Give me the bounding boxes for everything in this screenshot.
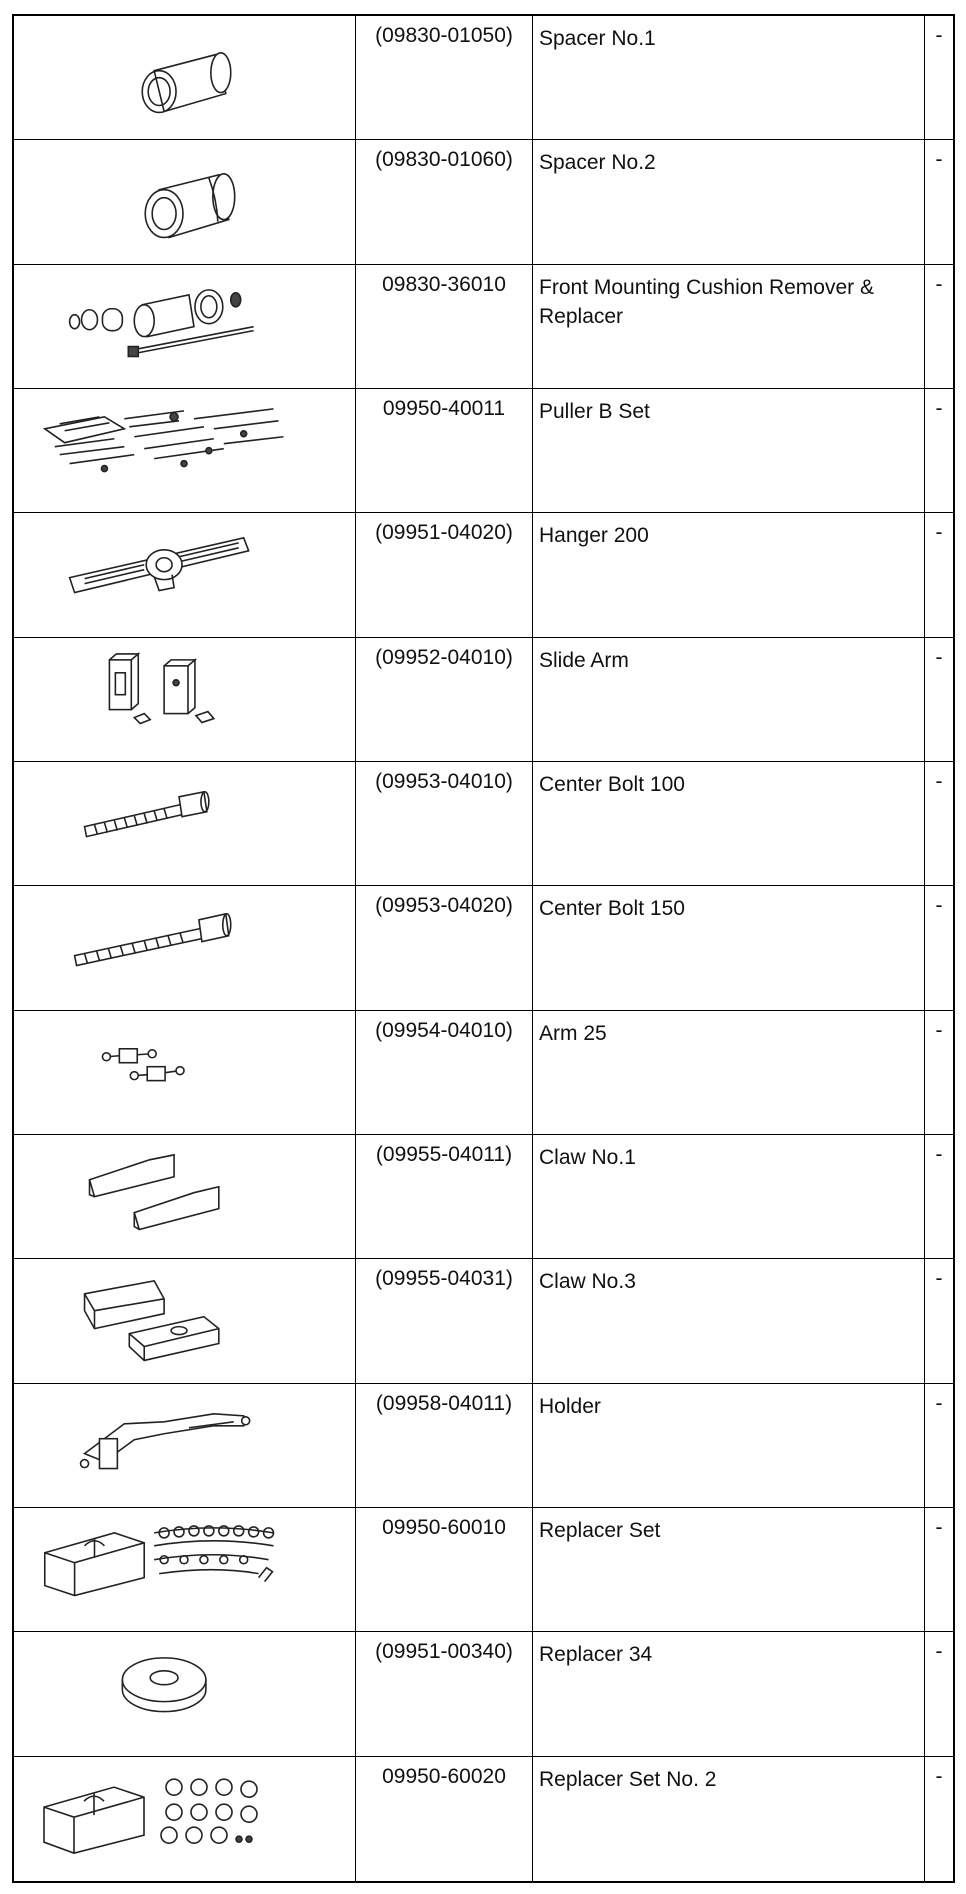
part-number: (09955-04011) [356, 1135, 533, 1258]
part-number: (09951-00340) [356, 1632, 533, 1755]
illustration-cell [14, 389, 356, 512]
illustration-cell [14, 638, 356, 761]
tool-name: Front Mounting Cushion Remover & Replacer [533, 265, 925, 388]
illustration-cell [14, 1259, 356, 1382]
table-row [14, 1011, 953, 1135]
replacer-ring-icon [14, 1632, 356, 1755]
tool-name: Replacer Set [533, 1508, 925, 1631]
slide-arm-icon [14, 638, 356, 761]
part-number: (09955-04031) [356, 1259, 533, 1382]
note-cell: - [935, 894, 943, 918]
table-row [14, 140, 953, 264]
note-cell: - [935, 1516, 943, 1539]
table-row [14, 1384, 953, 1508]
part-number: (09951-04020) [356, 513, 533, 636]
illustration-cell [14, 1757, 356, 1881]
table-row [14, 762, 953, 886]
part-number: (09952-04010) [356, 638, 533, 761]
illustration-cell [14, 1011, 356, 1134]
note-cell: - [935, 1391, 943, 1415]
illustration-cell [14, 886, 356, 1009]
note-cell: - [935, 521, 943, 545]
part-number: (09953-04020) [356, 886, 533, 1009]
tool-name: Slide Arm [533, 638, 925, 761]
center-bolt-long-icon [14, 886, 356, 1009]
note-cell: - [935, 645, 943, 669]
table-row [14, 1757, 953, 1881]
table-row [14, 513, 953, 637]
part-number: 09950-60020 [356, 1757, 533, 1881]
table-row [14, 886, 953, 1010]
claw-icon [14, 1135, 356, 1258]
holder-bracket-icon [14, 1384, 356, 1507]
puller-set-icon [14, 389, 356, 512]
table-row [14, 638, 953, 762]
part-number: 09830-36010 [356, 265, 533, 388]
note-cell: - [935, 1267, 943, 1291]
arm-pin-icon [14, 1011, 356, 1134]
tool-name: Claw No.3 [533, 1259, 925, 1382]
tool-name: Spacer No.1 [533, 16, 925, 139]
illustration-cell [14, 1384, 356, 1507]
table-row [14, 1508, 953, 1632]
table-row [14, 1632, 953, 1756]
tool-name: Replacer 34 [533, 1632, 925, 1755]
table-row [14, 265, 953, 389]
note-cell: - [935, 397, 943, 420]
part-number: (09953-04010) [356, 762, 533, 885]
note-cell: - [935, 770, 943, 793]
tool-name: Center Bolt 100 [533, 762, 925, 885]
illustration-cell [14, 1632, 356, 1755]
illustration-cell [14, 16, 356, 139]
part-number: 09950-40011 [356, 389, 533, 512]
replacer-set-case-2-icon [14, 1757, 356, 1881]
note-cell: - [935, 272, 943, 296]
tool-name: Center Bolt 150 [533, 886, 925, 1009]
table-row [14, 1135, 953, 1259]
note-cell: - [935, 24, 943, 47]
tool-name: Holder [533, 1384, 925, 1507]
tool-name: Arm 25 [533, 1011, 925, 1134]
tool-name: Puller B Set [533, 389, 925, 512]
illustration-cell [14, 762, 356, 885]
note-cell: - [935, 1018, 943, 1042]
special-tool-table [12, 14, 955, 1883]
illustration-cell [14, 1508, 356, 1631]
note-cell: - [935, 1143, 943, 1166]
tool-name: Spacer No.2 [533, 140, 925, 263]
note-cell: - [935, 1640, 943, 1664]
table-row [14, 389, 953, 513]
grooved-spacer-icon [14, 140, 356, 263]
spacer-cylinder-icon [14, 16, 356, 139]
block-claw-icon [14, 1259, 356, 1382]
part-number: (09958-04011) [356, 1384, 533, 1507]
tool-name: Hanger 200 [533, 513, 925, 636]
replacer-set-case-icon [14, 1508, 356, 1631]
illustration-cell [14, 265, 356, 388]
table-row [14, 1259, 953, 1383]
tool-name: Replacer Set No. 2 [533, 1757, 925, 1881]
illustration-cell [14, 140, 356, 263]
cushion-remover-kit-icon [14, 265, 356, 388]
part-number: 09950-60010 [356, 1508, 533, 1631]
part-number: (09830-01060) [356, 140, 533, 263]
note-cell: - [935, 1764, 943, 1788]
tool-name: Claw No.1 [533, 1135, 925, 1258]
center-bolt-short-icon [14, 762, 356, 885]
part-number: (09954-04010) [356, 1011, 533, 1134]
note-cell: - [935, 148, 943, 172]
illustration-cell [14, 1135, 356, 1258]
illustration-cell [14, 513, 356, 636]
part-number: (09830-01050) [356, 16, 533, 139]
table-row [14, 16, 953, 140]
hanger-icon [14, 513, 356, 636]
